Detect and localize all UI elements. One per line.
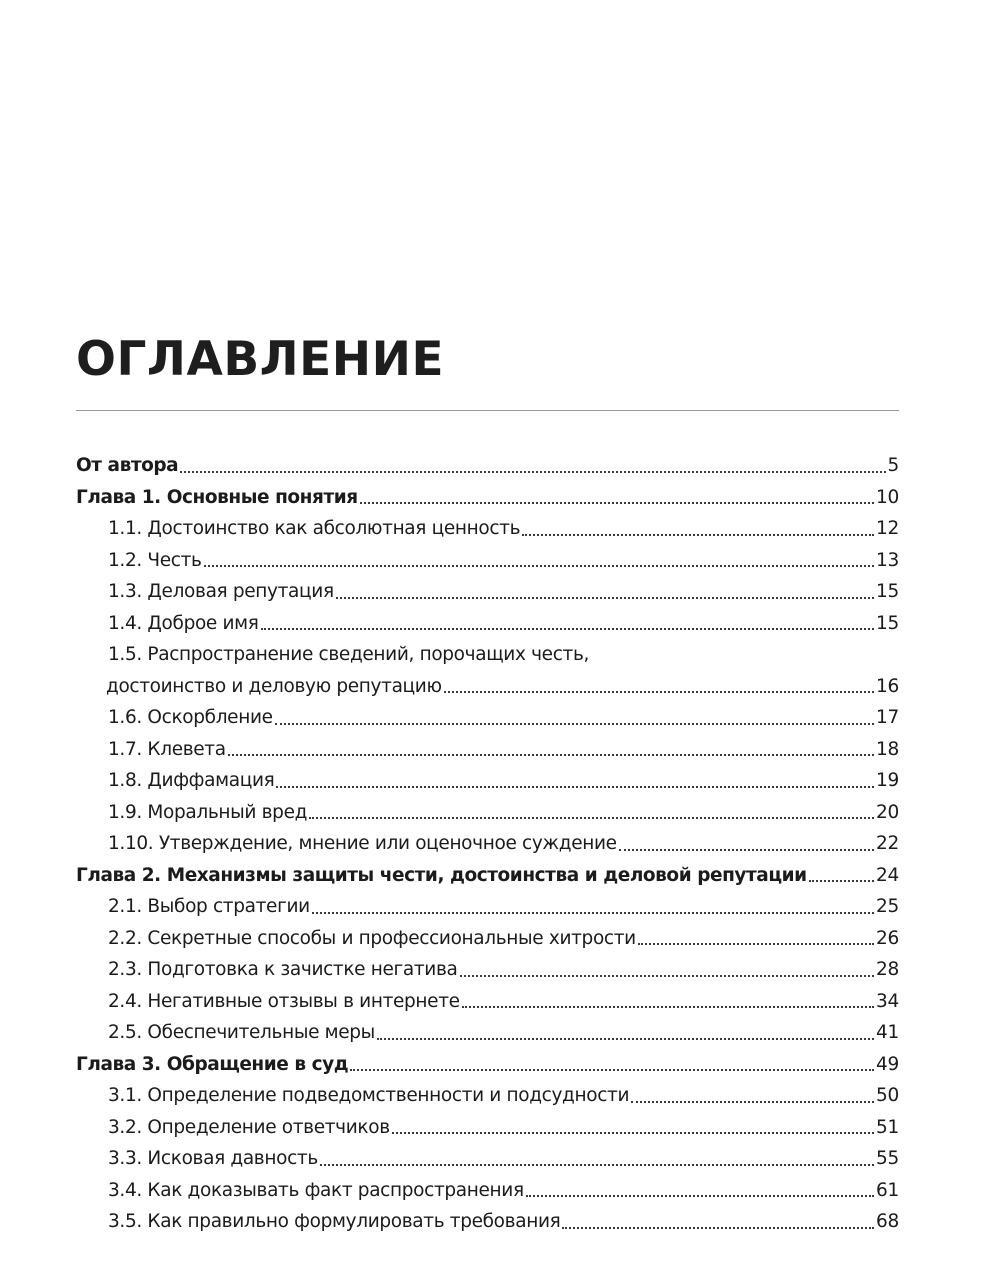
toc-entry-1-6[interactable]: [76, 702, 899, 734]
toc-page-number: 16: [876, 675, 899, 697]
toc-entry-label: 3.1. Определение подведомственности и подсудности: [108, 1085, 630, 1106]
toc-entry-2-3[interactable]: [76, 954, 899, 986]
toc-entry-1-2[interactable]: [76, 545, 899, 577]
toc-entry-3-1[interactable]: [76, 1080, 899, 1112]
toc-page-number: 18: [876, 738, 899, 760]
toc-dot-leader: [522, 534, 874, 536]
toc-dot-leader: [180, 471, 885, 473]
toc-dot-leader: [350, 1069, 874, 1071]
toc-entry-label: 1.6. Оскорбление: [108, 707, 273, 728]
toc-page-number: 68: [876, 1211, 899, 1232]
toc-page-number: 24: [876, 864, 899, 886]
toc-page-number: 49: [876, 1053, 899, 1075]
toc-entry-1-5-continued[interactable]: [76, 671, 899, 703]
toc-entry-3-2[interactable]: [76, 1112, 899, 1144]
toc-entry-1-5[interactable]: [76, 639, 899, 671]
toc-dot-leader: [312, 912, 874, 914]
toc-page-number: 34: [876, 990, 899, 1012]
toc-dot-leader: [460, 975, 875, 977]
page-title: ОГЛАВЛЕНИЕ: [76, 332, 445, 387]
toc-entry-label: 1.10. Утверждение, мнение или оценочное суждение: [108, 833, 617, 854]
toc-dot-leader: [204, 565, 874, 567]
toc-entry-2-5[interactable]: [76, 1017, 899, 1049]
toc-entry-2-1[interactable]: [76, 891, 899, 923]
toc-page-number: 5: [887, 455, 899, 476]
toc-page-number: 12: [876, 518, 899, 539]
toc-entry-label: 1.2. Честь: [108, 549, 202, 571]
toc-entry-label: 1.3. Деловая репутация: [108, 581, 334, 602]
toc-dot-leader: [392, 1132, 874, 1134]
toc-entry-1-8[interactable]: [76, 765, 899, 797]
toc-entry-label: 2.1. Выбор стратегии: [108, 896, 310, 917]
toc-dot-leader: [562, 1227, 874, 1229]
toc-dot-leader: [275, 723, 874, 725]
toc-entry-1-3[interactable]: [76, 576, 899, 608]
toc-page-number: 28: [876, 959, 899, 980]
toc-page-number: 20: [876, 801, 899, 823]
toc-dot-leader: [631, 1101, 874, 1103]
toc-entry-label: достоинство и деловую репутацию: [106, 675, 442, 697]
toc-dot-leader: [638, 943, 874, 945]
toc-entry-label: 1.5. Распространение сведений, порочащих честь,: [108, 644, 590, 665]
toc-entry-label: 2.4. Негативные отзывы в интернете: [108, 990, 460, 1012]
toc-entry-label: Глава 2. Механизмы защиты чести, достоинства и деловой репутации: [76, 864, 807, 886]
toc-entry-from-author[interactable]: [76, 450, 899, 482]
toc-entry-1-4[interactable]: [76, 608, 899, 640]
toc-dot-leader: [228, 754, 874, 756]
toc-page-number: 22: [876, 833, 899, 854]
toc-entry-1-10[interactable]: [76, 828, 899, 860]
toc-entry-3-4[interactable]: [76, 1175, 899, 1207]
toc-entry-label: 3.3. Исковая давность: [108, 1148, 318, 1169]
toc-entry-1-7[interactable]: [76, 734, 899, 766]
toc-dot-leader: [809, 880, 874, 882]
toc-entry-chapter-1[interactable]: [76, 482, 899, 514]
toc-page-number: 19: [876, 770, 899, 791]
toc-page-number: 55: [876, 1148, 899, 1169]
toc-page-number: 13: [876, 549, 899, 571]
toc-entry-label: 2.5. Обеспечительные меры: [108, 1022, 375, 1043]
toc-page-number: 41: [876, 1022, 899, 1043]
toc-entry-label: Глава 1. Основные понятия: [76, 486, 358, 508]
toc-entry-label: 1.8. Диффамация: [108, 770, 275, 791]
toc-dot-leader: [619, 849, 874, 851]
toc-entry-label: 2.2. Секретные способы и профессиональные хитрости: [108, 927, 636, 949]
toc-dot-leader: [444, 691, 874, 693]
toc-entry-1-1[interactable]: [76, 513, 899, 545]
toc-entry-2-4[interactable]: [76, 986, 899, 1018]
toc-entry-label: 3.5. Как правильно формулировать требования: [108, 1211, 561, 1232]
toc-entry-label: 3.2. Определение ответчиков: [108, 1116, 390, 1138]
title-divider: [76, 410, 899, 411]
toc-dot-leader: [261, 628, 875, 630]
toc-entry-chapter-3[interactable]: [76, 1049, 899, 1081]
toc-entry-2-2[interactable]: [76, 923, 899, 955]
toc-entry-label: 1.9. Моральный вред: [108, 801, 308, 823]
toc-entry-label: 3.4. Как доказывать факт распространения: [108, 1179, 524, 1201]
toc-entry-label: 1.7. Клевета: [108, 738, 226, 760]
toc-page-number: 26: [876, 927, 899, 949]
toc-page-number: 10: [876, 486, 899, 508]
toc-dot-leader: [526, 1195, 874, 1197]
toc-page-number: 15: [876, 581, 899, 602]
toc-page-number: 61: [876, 1179, 899, 1201]
toc-page-number: 51: [876, 1116, 899, 1138]
toc-entry-3-3[interactable]: [76, 1143, 899, 1175]
toc-dot-leader: [309, 817, 874, 819]
toc-entry-1-9[interactable]: [76, 797, 899, 829]
toc-entry-chapter-2[interactable]: [76, 860, 899, 892]
toc-dot-leader: [462, 1006, 874, 1008]
table-of-contents: [76, 450, 899, 1238]
toc-dot-leader: [320, 1164, 874, 1166]
toc-dot-leader: [360, 502, 874, 504]
toc-entry-label: 2.3. Подготовка к зачистке негатива: [108, 959, 458, 980]
toc-page-number: 50: [876, 1085, 899, 1106]
toc-entry-label: 1.1. Достоинство как абсолютная ценность: [108, 518, 521, 539]
toc-dot-leader: [276, 786, 874, 788]
toc-entry-label: Глава 3. Обращение в суд: [76, 1053, 349, 1075]
toc-page-number: 15: [876, 612, 899, 634]
toc-page-number: 25: [876, 896, 899, 917]
toc-entry-label: 1.4. Доброе имя: [108, 612, 259, 634]
toc-dot-leader: [377, 1038, 874, 1040]
toc-entry-3-5[interactable]: [76, 1206, 899, 1238]
toc-entry-label: От автора: [76, 455, 179, 476]
toc-page-number: 17: [876, 707, 899, 728]
toc-dot-leader: [336, 597, 874, 599]
